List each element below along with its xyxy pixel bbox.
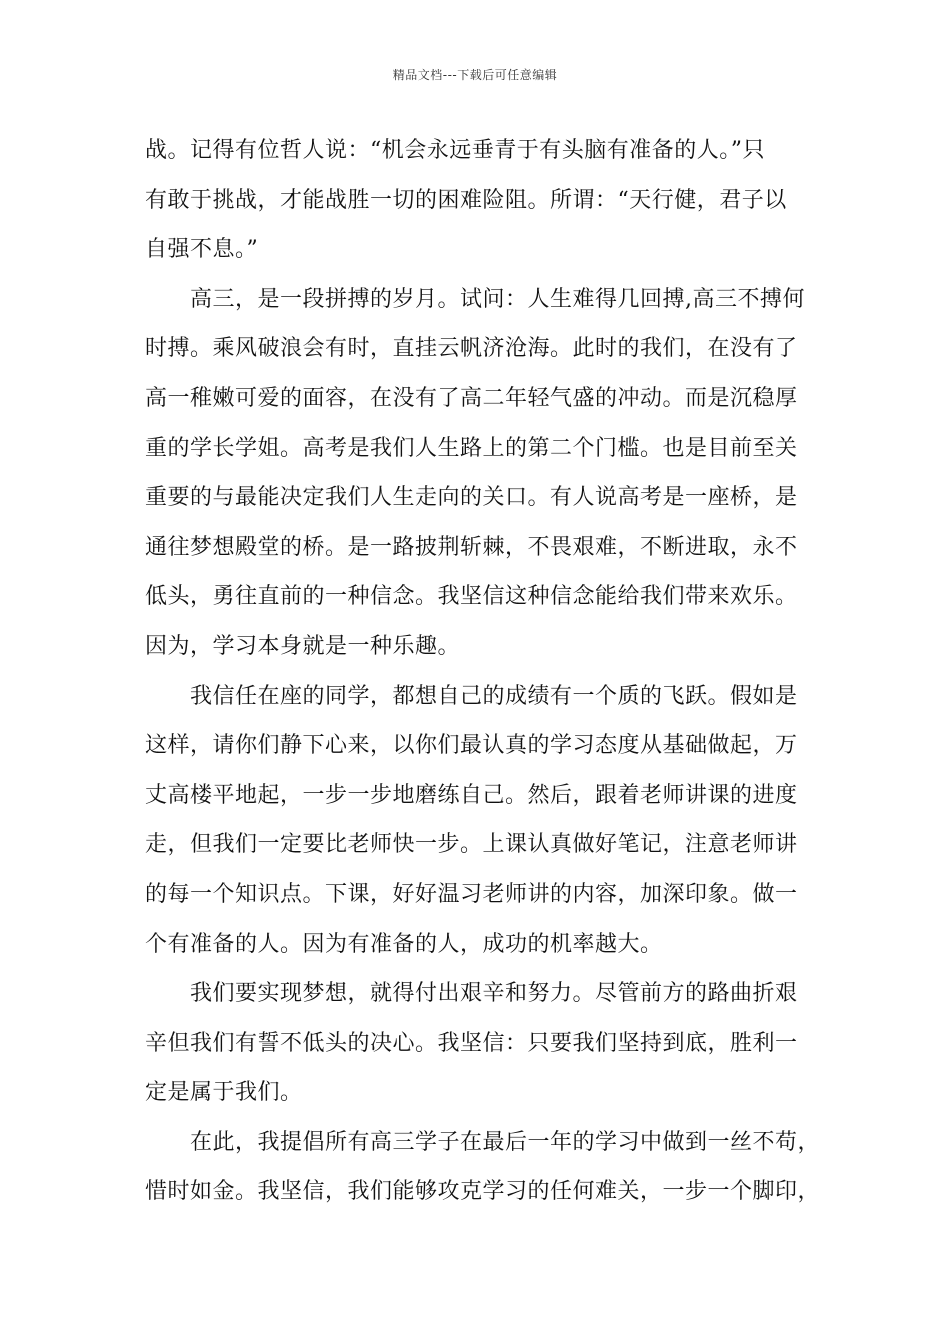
text-line: 我们要实现梦想，就得付出艰辛和努力。尽管前方的路曲折艰 (190, 981, 798, 1007)
paragraph (145, 126, 810, 275)
text-line: 时搏。乘风破浪会有时，直挂云帆济沧海。此时的我们，在没有了 (145, 336, 798, 362)
text-line: 战。记得有位哲人说：“机会永远垂青于有头脑有准备的人。”只 (145, 138, 765, 163)
text-line: 重要的与最能决定我们人生走向的关口。有人说高考是一座桥，是 (145, 485, 798, 511)
text-line: 在此，我提倡所有高三学子在最后一年的学习中做到一丝不苟， (190, 1129, 821, 1155)
text-line: 因为，学习本身就是一种乐趣。 (145, 633, 461, 659)
text-line: 丈高楼平地起，一步一步地磨练自己。然后，跟着老师讲课的进度 (145, 782, 798, 808)
text-line: 低头，勇往直前的一种信念。我坚信这种信念能给我们带来欢乐。 (145, 584, 798, 610)
paragraph (145, 969, 810, 1118)
text-line: 有敢于挑战，才能战胜一切的困难险阻。所谓：“天行健，君子以 (145, 187, 787, 213)
text-line: 的每一个知识点。下课，好好温习老师讲的内容，加深印象。做一 (145, 881, 798, 907)
text-line: 高一稚嫩可爱的面容，在没有了高二年轻气盛的冲动。而是沉稳厚 (145, 385, 798, 411)
page-header: 精品文档---下载后可任意编辑 (392, 68, 558, 82)
text-line: 我信任在座的同学，都想自己的成绩有一个质的飞跃。假如是 (190, 683, 798, 709)
text-line: 通往梦想殿堂的桥。是一路披荆斩棘，不畏艰难，不断进取，永不 (145, 534, 798, 560)
text-line: 辛但我们有誓不低头的决心。我坚信：只要我们坚持到底，胜利一 (145, 1030, 798, 1056)
text-line: 个有准备的人。因为有准备的人，成功的机率越大。 (145, 931, 663, 957)
text-line: 重的学长学姐。高考是我们人生路上的第二个门槛。也是目前至关 (145, 435, 798, 461)
paragraph (145, 275, 810, 672)
document-body (145, 126, 821, 1217)
text-line: 惜时如金。我坚信，我们能够攻克学习的任何难关，一步一个脚印， (145, 1179, 821, 1205)
paragraph (145, 1118, 821, 1217)
paragraph (145, 672, 810, 970)
text-line: 自强不息。” (145, 237, 259, 263)
text-line: 定是属于我们。 (145, 1080, 303, 1106)
text-line: 这样，请你们静下心来，以你们最认真的学习态度从基础做起，万 (145, 733, 798, 759)
text-line: 高三，是一段拼搏的岁月。试问：人生难得几回搏,高三不搏何 (190, 286, 805, 312)
text-line: 走，但我们一定要比老师快一步。上课认真做好笔记，注意老师讲 (145, 832, 798, 858)
